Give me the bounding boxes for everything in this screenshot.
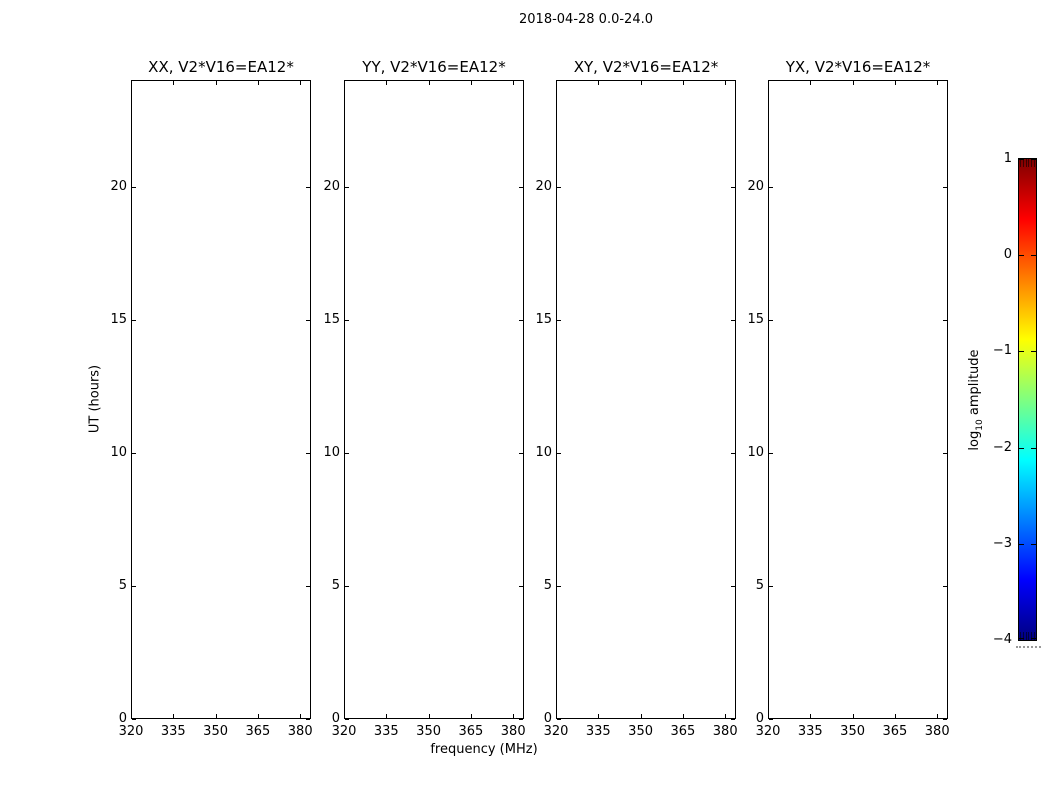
y-tick-left	[769, 586, 773, 587]
y-tick-label: 20	[535, 178, 552, 194]
x-tick-top	[683, 81, 684, 85]
colorbar-minor-tick-bottom	[1023, 632, 1024, 640]
y-tick-left	[132, 586, 136, 587]
x-tick-bottom	[895, 714, 896, 718]
y-tick-left	[345, 586, 349, 587]
x-tick-label: 365	[458, 724, 484, 739]
colorbar-label-amplitude: amplitude	[967, 349, 983, 416]
y-tick-left	[769, 453, 773, 454]
colorbar-tick-dots	[1016, 646, 1041, 648]
y-tick-label: 10	[323, 444, 340, 460]
x-tick-bottom	[725, 714, 726, 718]
x-tick-top	[300, 81, 301, 85]
x-tick-label: 335	[797, 724, 823, 739]
y-tick-label: 0	[118, 711, 127, 726]
y-tick-left	[132, 187, 136, 188]
x-tick-bottom	[556, 714, 557, 718]
x-tick-label: 350	[203, 724, 229, 739]
x-tick-top	[598, 81, 599, 85]
x-tick-label: 365	[882, 724, 908, 739]
y-tick-label: 10	[747, 444, 764, 460]
x-tick-bottom	[937, 714, 938, 718]
x-tick-top	[429, 81, 430, 85]
y-tick-label: 20	[323, 178, 340, 194]
y-tick-left	[557, 320, 561, 321]
x-tick-label: 365	[670, 724, 696, 739]
y-tick-right	[943, 586, 947, 587]
x-tick-top	[895, 81, 896, 85]
x-tick-top	[641, 81, 642, 85]
colorbar-minor-tick-bottom	[1031, 632, 1032, 640]
x-tick-label: 350	[628, 724, 654, 739]
x-tick-label: 320	[331, 724, 357, 739]
x-tick-label: 380	[500, 724, 526, 739]
colorbar-minor-tick-top	[1031, 159, 1032, 167]
y-tick-label: 10	[110, 444, 127, 460]
colorbar-tick-left	[1019, 544, 1024, 545]
x-tick-top	[853, 81, 854, 85]
x-tick-label: 380	[712, 724, 738, 739]
y-tick-label: 15	[747, 311, 764, 327]
colorbar-tick-right	[1031, 351, 1036, 352]
x-tick-bottom	[598, 714, 599, 718]
y-tick-left	[345, 320, 349, 321]
x-tick-top	[173, 81, 174, 85]
colorbar-label-subscript: 10	[974, 419, 985, 431]
colorbar-minor-tick-top	[1023, 159, 1024, 167]
x-tick-top	[386, 81, 387, 85]
colorbar-tick-label: 0	[1003, 247, 1012, 263]
y-tick-label: 10	[535, 444, 552, 460]
x-tick-label: 335	[373, 724, 399, 739]
x-tick-label: 320	[755, 724, 781, 739]
y-tick-left	[769, 719, 773, 720]
colorbar-minor-tick-top	[1028, 159, 1029, 167]
colorbar-tick-left	[1019, 351, 1024, 352]
y-tick-left	[345, 453, 349, 454]
x-tick-label: 380	[924, 724, 950, 739]
x-tick-label: 350	[840, 724, 866, 739]
y-tick-left	[769, 320, 773, 321]
y-tick-label: 15	[323, 311, 340, 327]
subplot-3-title: YX, V2*V16=EA12*	[785, 58, 931, 76]
y-tick-left	[557, 453, 561, 454]
x-tick-bottom	[471, 714, 472, 718]
x-tick-bottom	[173, 714, 174, 718]
colorbar-minor-tick-bottom	[1034, 632, 1035, 640]
subplot-1-frame	[344, 80, 524, 719]
y-tick-right	[943, 320, 947, 321]
x-tick-bottom	[683, 714, 684, 718]
colorbar-minor-tick-top	[1034, 159, 1035, 167]
y-tick-label: 5	[543, 577, 552, 593]
y-tick-left	[557, 586, 561, 587]
y-tick-label: 5	[755, 577, 764, 593]
y-tick-left	[132, 453, 136, 454]
x-tick-bottom	[810, 714, 811, 718]
colorbar-tick-label: 1	[1003, 151, 1012, 166]
x-tick-label: 350	[416, 724, 442, 739]
colorbar-minor-tick-bottom	[1026, 632, 1027, 640]
x-tick-top	[556, 81, 557, 85]
subplot-2-title: XY, V2*V16=EA12*	[573, 58, 719, 76]
colorbar-minor-tick-top	[1020, 159, 1021, 167]
y-tick-left	[345, 187, 349, 188]
colorbar-tick-left	[1019, 255, 1024, 256]
x-tick-bottom	[258, 714, 259, 718]
y-tick-label: 0	[331, 711, 340, 726]
x-tick-top	[937, 81, 938, 85]
colorbar-tick-label: −2	[992, 439, 1012, 455]
colorbar-tick-right	[1031, 255, 1036, 256]
y-tick-label: 20	[747, 178, 764, 194]
y-tick-left	[557, 719, 561, 720]
x-tick-bottom	[429, 714, 430, 718]
colorbar-label-log: log	[967, 430, 983, 451]
y-tick-left	[557, 187, 561, 188]
colorbar-minor-tick-top	[1026, 159, 1027, 167]
y-tick-label: 0	[543, 711, 552, 726]
x-tick-bottom	[386, 714, 387, 718]
y-tick-label: 0	[755, 711, 764, 726]
y-tick-left	[132, 719, 136, 720]
x-tick-top	[258, 81, 259, 85]
x-tick-label: 380	[287, 724, 313, 739]
x-tick-top	[216, 81, 217, 85]
subplot-3-frame	[768, 80, 948, 719]
y-tick-label: 20	[110, 178, 127, 194]
y-tick-label: 5	[331, 577, 340, 593]
y-tick-label: 5	[118, 577, 127, 593]
x-tick-bottom	[131, 714, 132, 718]
x-tick-label: 335	[160, 724, 186, 739]
x-tick-label: 335	[585, 724, 611, 739]
x-tick-bottom	[300, 714, 301, 718]
colorbar-tick-right	[1031, 448, 1036, 449]
x-tick-label: 320	[543, 724, 569, 739]
x-tick-bottom	[513, 714, 514, 718]
colorbar-tick-label: −4	[992, 632, 1012, 647]
colorbar-tick-right	[1031, 544, 1036, 545]
figure-title: 2018-04-28 0.0-24.0	[519, 12, 653, 27]
x-tick-top	[471, 81, 472, 85]
colorbar	[1018, 158, 1037, 641]
subplot-1-title: YY, V2*V16=EA12*	[362, 58, 506, 76]
x-tick-top	[725, 81, 726, 85]
x-tick-label: 365	[245, 724, 271, 739]
y-axis-label: UT (hours)	[87, 364, 103, 434]
x-tick-bottom	[641, 714, 642, 718]
y-tick-label: 15	[110, 311, 127, 327]
x-tick-top	[131, 81, 132, 85]
y-tick-right	[943, 453, 947, 454]
x-tick-label: 320	[118, 724, 144, 739]
y-tick-right	[943, 187, 947, 188]
x-tick-top	[344, 81, 345, 85]
x-tick-top	[768, 81, 769, 85]
x-axis-label: frequency (MHz)	[430, 742, 538, 757]
colorbar-minor-tick-bottom	[1028, 632, 1029, 640]
y-tick-label: 15	[535, 311, 552, 327]
y-tick-right	[943, 719, 947, 720]
y-tick-left	[769, 187, 773, 188]
x-tick-bottom	[344, 714, 345, 718]
subplot-2-frame	[556, 80, 736, 719]
y-tick-left	[132, 320, 136, 321]
colorbar-tick-left	[1019, 448, 1024, 449]
y-tick-left	[345, 719, 349, 720]
x-tick-bottom	[768, 714, 769, 718]
subplot-0-title: XX, V2*V16=EA12*	[148, 58, 294, 76]
x-tick-bottom	[853, 714, 854, 718]
x-tick-bottom	[216, 714, 217, 718]
colorbar-tick-label: −1	[992, 343, 1012, 359]
colorbar-minor-tick-bottom	[1020, 632, 1021, 640]
colorbar-label	[967, 349, 985, 450]
colorbar-tick-label: −3	[992, 535, 1012, 551]
x-tick-top	[810, 81, 811, 85]
subplot-0-frame	[131, 80, 311, 719]
x-tick-top	[513, 81, 514, 85]
